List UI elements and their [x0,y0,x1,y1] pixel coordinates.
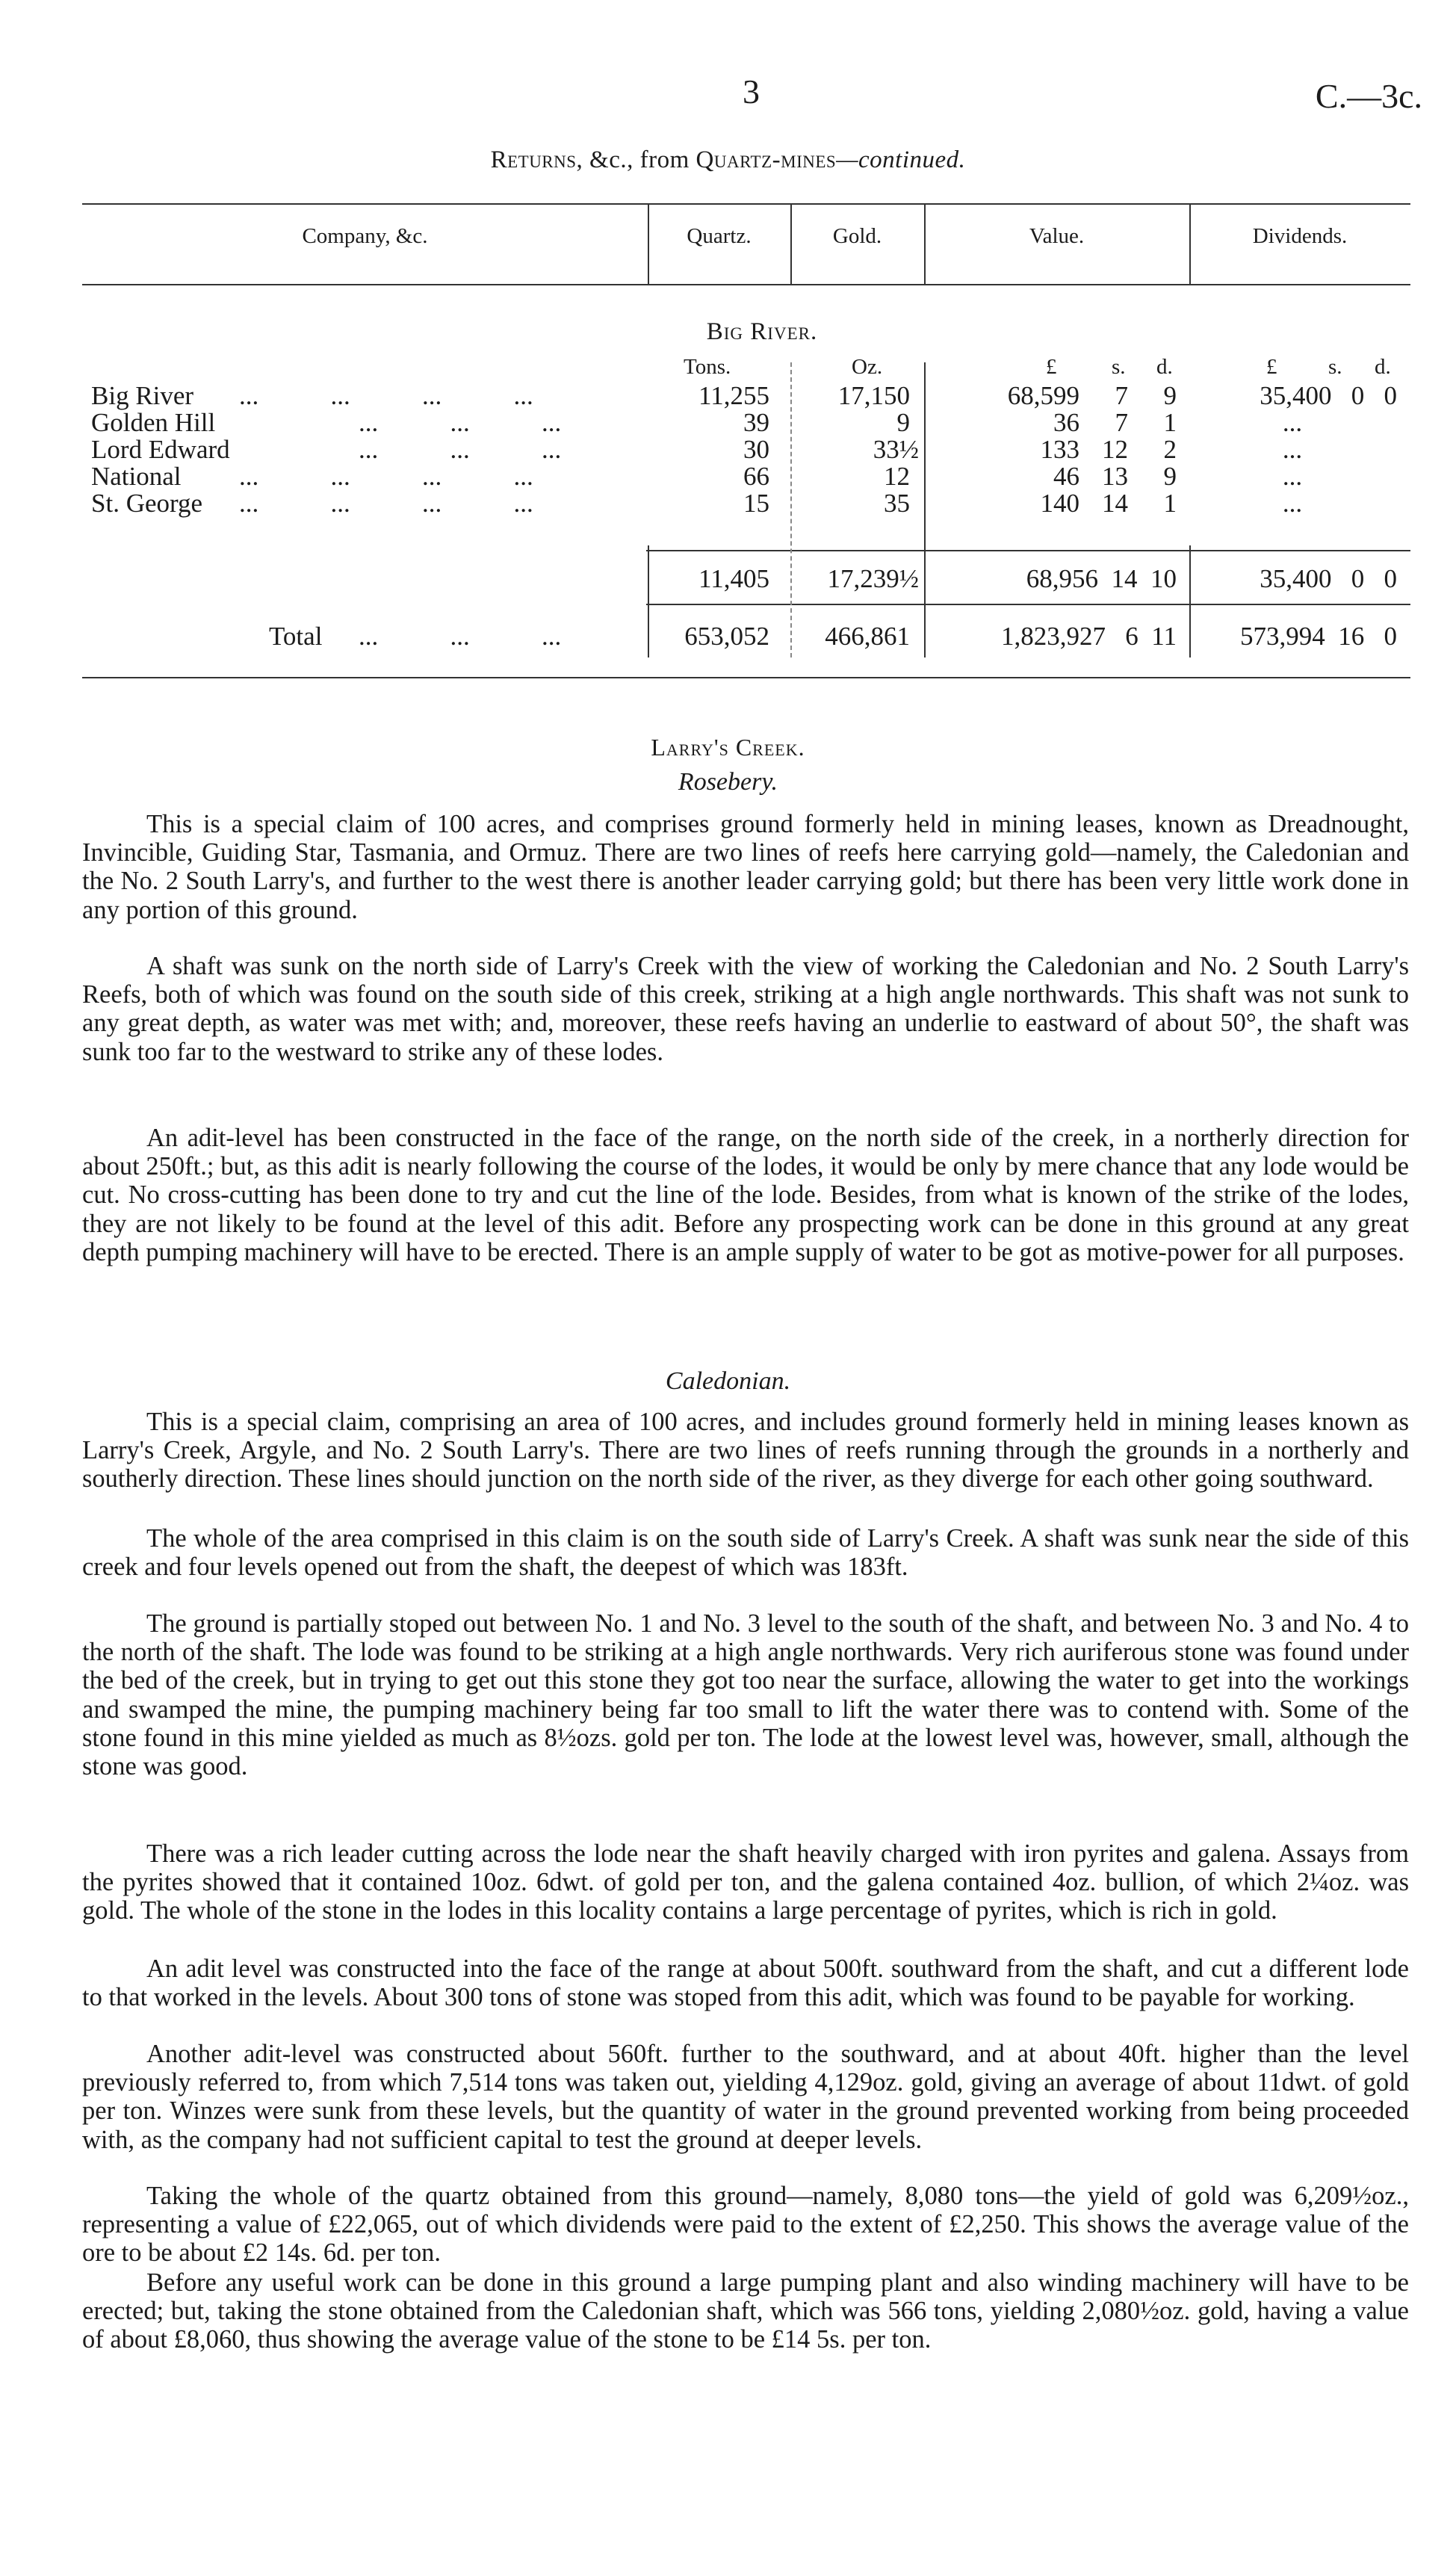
value-shillings: 14 [1102,489,1128,518]
paragraph: An adit-level has been constructed in the face of the range, on the north side of the creek, in a northerly direction for about 250ft.; but, as this adit is nearly following the course of the lodes, it would be only by mere chance that any lode would be cut. No cross-cutting has been done to try and cut the line of the lode. Besides, from what is known of the strike of the lodes, they are not likely to be found at the level of this adit. Before any prospecting work can be done in this ground at any great depth pumping machinery will have to be erected. There is an ample supply of water to be got as motive-power for all purposes. [82,1124,1409,1266]
unit-dividend-pence: d. [1375,355,1391,379]
paragraph: The whole of the area comprised in this claim is on the south side of Larry's Creek. A shaft was sunk near the side of this creek and four levels opened out from the shaft, the deepest of which was 183ft. [82,1524,1409,1582]
column-header-gold: Gold. [832,224,882,248]
column-divider-value-body [924,362,926,657]
paragraph: An adit level was constructed into the face of the range at about 500ft. southward from the shaft, and cut a different lode to that worked in the levels. About 300 tons of stone was stoped from this adit, which was found to be payable for working. [82,1955,1409,2012]
unit-value-pounds: £ [1046,355,1057,379]
gold-value: 9 [896,408,910,437]
value-pence: 9 [1163,381,1177,410]
quartz-value: 15 [743,489,769,518]
company-name: Lord Edward [91,435,230,464]
column-header-dividends: Dividends. [1252,224,1348,248]
value-shillings: 7 [1115,381,1128,410]
quartz-value: 30 [743,435,769,464]
dividends-value: ... [1282,435,1303,464]
value-pounds: 36 [1053,408,1079,437]
column-header-quartz: Quartz. [687,224,752,248]
table-top-rule [82,203,1410,205]
gold-value: 12 [884,462,910,491]
page-number: 3 [743,72,760,111]
subheading-caledonian: Caledonian. [665,1367,791,1395]
gold-value: 35 [884,489,910,518]
company-name: St. George [91,489,203,518]
value-shillings: 7 [1115,408,1128,437]
gold-value: 17,150 [837,381,910,410]
caption-quartz-mines: Quartz-mines [696,146,837,173]
unit-dividend-shillings: s. [1328,355,1342,379]
total-gold: 466,861 [825,622,910,651]
value-pounds: 46 [1053,462,1079,491]
value-shillings: 13 [1102,462,1128,491]
dot-leader: ... ... ... [359,408,562,437]
dividends-value: ... [1282,408,1303,437]
value-pence: 2 [1163,435,1177,464]
paragraph: A shaft was sunk on the north side of Larry's Creek with the view of working the Caledonian and No. 2 South Larry's Reefs, both of which was found on the south side of this creek, striking at a high angle northwards. This shaft was not sunk to any great depth, as water was met with; and, moreover, these reefs having an underlie to eastward of about 50°, the shaft was sunk too far to the westward to strike any of these lodes. [82,952,1409,1066]
column-divider-quartz-body [648,545,649,657]
value-shillings: 12 [1102,435,1128,464]
unit-dividend-pounds: £ [1266,355,1277,379]
caption-returns: Returns [490,146,577,173]
subtotal-rule [646,550,1410,551]
paragraph: Taking the whole of the quartz obtained from this ground—namely, 8,080 tons—the yield of gold was 6,209½oz., representing a value of £22,065, out of which dividends were paid to the extent of £2,250. This shows the average value of the ore to be about £2 14s. 6d. per ton. [82,2182,1409,2268]
subheading-rosebery: Rosebery. [678,768,778,796]
quartz-value: 66 [743,462,769,491]
dot-leader: ... ... ... [359,435,562,464]
value-pounds: 68,599 [1007,381,1079,410]
paragraph: Another adit-level was constructed about 560ft. further to the southward, and at about 40ft. higher than the level previously referred to, from which 7,514 tons was taken out, yielding 4,129oz. gold, giving an average of about 11dwt. of gold per ton. Winzes were sunk from these levels, but the quantity of water in the ground prevented working from being proceeded with, as the company had not sufficient capital to test the ground at deeper levels. [82,2040,1409,2154]
company-name: Big River [91,381,194,410]
total-label: Total [269,622,323,651]
table-bottom-rule [82,677,1410,678]
subtotal-dividends: 35,400 0 0 [1260,564,1397,593]
dot-leader: ... ... ... ... [239,489,533,518]
dot-leader: ... ... ... ... [239,462,533,491]
company-name: Golden Hill [91,408,216,437]
column-divider-dividends-body [1189,545,1191,657]
column-header-company: Company, &c. [302,224,428,248]
unit-value-shillings: s. [1112,355,1126,379]
table-header-rule [82,284,1410,285]
company-name: National [91,462,182,491]
total-rule [646,604,1410,605]
caption-continued: —continued. [836,146,966,173]
subtotal-gold: 17,239½ [827,564,919,593]
paragraph: There was a rich leader cutting across the lode near the shaft heavily charged with iron pyrites and galena. Assays from the pyrites showed that it contained 10oz. 6dwt. of gold per ton, and the galena contained 4oz. bullion, of which 2¼oz. was gold. The whole of the stone in the lodes in this locality contains a large percentage of pyrites, which is rich in gold. [82,1839,1409,1925]
unit-value-pence: d. [1156,355,1173,379]
quartz-value: 39 [743,408,769,437]
dividends-value: ... [1282,462,1303,491]
dot-leader: ... ... ... ... [239,381,533,410]
section-heading-larrys-creek: Larry's Creek. [651,734,805,761]
quartz-value: 11,255 [698,381,769,410]
total-value: 1,823,927 6 11 [1001,622,1177,651]
gold-value: 33½ [873,435,919,464]
subtotal-quartz: 11,405 [698,564,769,593]
value-pounds: 133 [1040,435,1079,464]
dot-leader: ... ... ... [359,622,562,651]
paragraph: This is a special claim of 100 acres, and comprises ground formerly held in mining leases, known as Dreadnought, Invincible, Guiding Star, Tasmania, and Ormuz. There are two lines of reefs here carrying gold—namely, the Caledonian and the No. 2 South Larry's, and further to the west there is another leader carrying gold; but there has been very little work done in any portion of this ground. [82,810,1409,924]
dividends-value: 35,400 0 0 [1260,381,1397,410]
paragraph: This is a special claim, comprising an area of 100 acres, and includes ground formerly held in mining leases known as Larry's Creek, Argyle, and No. 2 South Larry's. There are two lines of reefs running through the grounds in a northerly and southerly direction. These lines should junction on the north side of the river, as they diverge for each other going southward. [82,1408,1409,1494]
total-quartz: 653,052 [684,622,769,651]
column-header-value: Value. [1029,224,1085,248]
paragraph: The ground is partially stoped out between No. 1 and No. 3 level to the south of the shaft, and between No. 3 and No. 4 to the north of the shaft. The lode was found to be striking at a high angle northwards. Very rich auriferous stone was found under the bed of the creek, but in trying to get out this stone they got too near the surface, allowing the water to get into the workings and swamped the mine, the pumping machinery being far too small to lift the water there was to contend with. Some of the stone found in this mine yielded as much as 8½ozs. gold per ton. The lode at the lowest level was, however, small, although the stone was good. [82,1609,1409,1781]
unit-tons: Tons. [684,355,731,379]
paragraph: Before any useful work can be done in this ground a large pumping plant and also winding machinery will have to be erected; but, taking the stone obtained from the Caledonian shaft, which was 566 tons, yielding 2,080½oz. gold, having a value of about £8,060, thus showing the average value of the stone to be £14 5s. per ton. [82,2268,1409,2354]
value-pence: 9 [1163,462,1177,491]
value-pence: 1 [1163,489,1177,518]
total-dividends: 573,994 16 0 [1240,622,1397,651]
caption-middle: , &c., from [576,146,696,173]
table-caption [0,146,1456,174]
subtotal-value: 68,956 14 10 [1026,564,1177,593]
value-pence: 1 [1163,408,1177,437]
unit-oz: Oz. [852,355,883,379]
table-section-title: Big River. [706,318,818,345]
dividends-value: ... [1282,489,1303,518]
value-pounds: 140 [1040,489,1079,518]
document-reference: C.—3c. [1315,77,1422,115]
